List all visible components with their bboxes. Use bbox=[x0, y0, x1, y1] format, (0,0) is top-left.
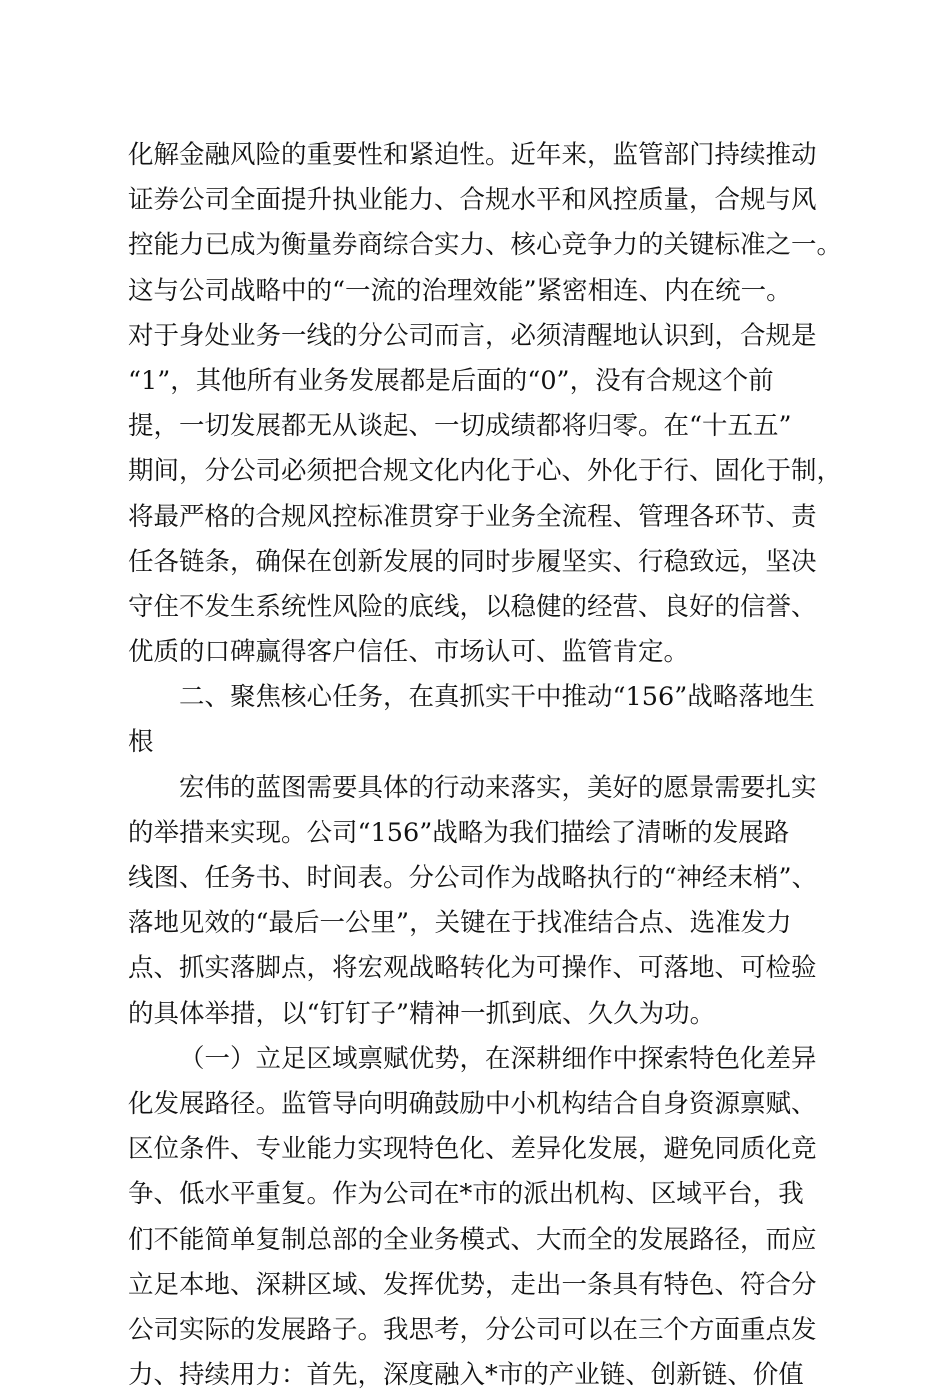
text-line: 提，一切发展都无从谈起、一切成绩都将归零。在“十五五” bbox=[128, 411, 792, 442]
section-heading: 二、聚焦核心任务，在真抓实干中推动“156”战略落地生 bbox=[179, 682, 815, 713]
text-line: 公司实际的发展路子。我思考，分公司可以在三个方面重点发 bbox=[128, 1314, 817, 1345]
text-line: 力、持续用力：首先，深度融入*市的产业链、创新链、价值 bbox=[128, 1360, 804, 1391]
text-line: 立足本地、深耕区域、发挥优势，走出一条具有特色、符合分 bbox=[128, 1269, 817, 1300]
text-line: 落地见效的“最后一公里”，关键在于找准结合点、选准发力 bbox=[128, 908, 792, 939]
document-body bbox=[128, 133, 843, 1398]
text-line: 宏伟的蓝图需要具体的行动来落实，美好的愿景需要扎实 bbox=[179, 772, 817, 803]
section-heading-continued: 根 bbox=[128, 727, 154, 758]
text-line: 对于身处业务一线的分公司而言，必须清醒地认识到，合规是 bbox=[128, 320, 817, 351]
text-line: 证券公司全面提升执业能力、合规水平和风控质量，合规与风 bbox=[128, 185, 817, 216]
text-line: 的举措来实现。公司“156”战略为我们描绘了清晰的发展路 bbox=[128, 817, 790, 848]
text-line: 任各链条，确保在创新发展的同时步履坚实、行稳致远，坚决 bbox=[128, 546, 817, 577]
text-line: 争、低水平重复。作为公司在*市的派出机构、区域平台，我 bbox=[128, 1179, 804, 1210]
text-line: 化解金融风险的重要性和紧迫性。近年来，监管部门持续推动 bbox=[128, 140, 817, 170]
text-line: 守住不发生系统性风险的底线，以稳健的经营、良好的信誉、 bbox=[128, 591, 817, 622]
text-line: 的具体举措，以“钉钉子”精神一抓到底、久久为功。 bbox=[128, 998, 716, 1029]
text-line: 优质的口碑赢得客户信任、市场认可、监管肯定。 bbox=[128, 637, 690, 668]
text-line: 区位条件、专业能力实现特色化、差异化发展，避免同质化竞 bbox=[128, 1134, 817, 1165]
text-line: 将最严格的合规风控标准贯穿于业务全流程、管理各环节、责 bbox=[128, 501, 817, 532]
text-line: 们不能简单复制总部的全业务模式、大而全的发展路径，而应 bbox=[128, 1224, 817, 1255]
text-line: 期间，分公司必须把合规文化内化于心、外化于行、固化于制， bbox=[128, 456, 843, 487]
text-line: 线图、任务书、时间表。分公司作为战略执行的“神经末梢”、 bbox=[128, 863, 818, 893]
text-line: 这与公司战略中的“一流的治理效能”紧密相连、内在统一。 bbox=[128, 275, 792, 306]
subsection-heading: （一）立足区域禀赋优势，在深耕细作中探索特色化差异 bbox=[179, 1043, 817, 1074]
text-line: 控能力已成为衡量券商综合实力、核心竞争力的关键标准之一。 bbox=[128, 230, 843, 261]
text-line: 化发展路径。监管导向明确鼓励中小机构结合自身资源禀赋、 bbox=[128, 1088, 817, 1119]
text-line: “1”，其他所有业务发展都是后面的“0”，没有合规这个前 bbox=[128, 365, 774, 396]
text-line: 点、抓实落脚点，将宏观战略转化为可操作、可落地、可检验 bbox=[128, 953, 817, 984]
